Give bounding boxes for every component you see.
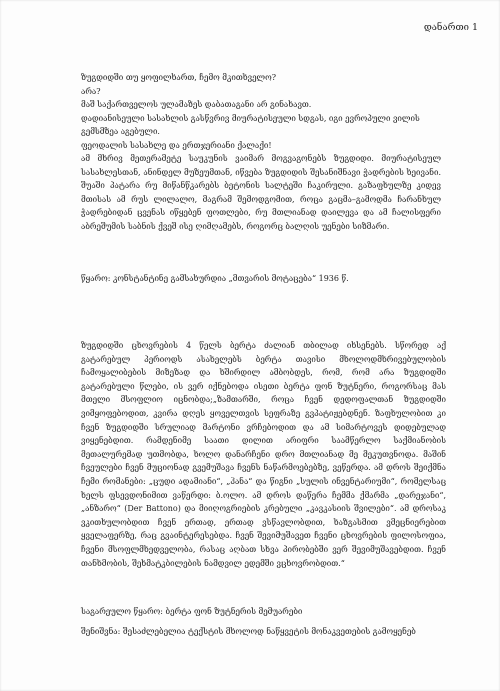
note-text: შენიშვნა: შესაძლებელია ტექსტის მხოლოდ ნაწყვეტის მონაკვეთების გამოყენებ <box>81 627 416 636</box>
appendix-label: დანართი 1 <box>423 22 478 33</box>
excerpt-1-line: ფეოდალის სასახლე და ერთჯერიანი ქალაქი! <box>81 140 272 150</box>
excerpt-1-line: მაშ საქართველოს ულამაზეს დაბათაგანი არ გინახავთ. <box>81 100 312 109</box>
excerpt-1-line: დადიანისეული სასახლის გასწვრივ მიურატისეული სდგას, იგი ევროპული ვილის გემსმზეა აგებული. <box>81 113 420 136</box>
excerpt-1-line: ზუგდიდში თუ ყოფილხართ, ჩემო მკითხველო? <box>81 73 276 82</box>
excerpt-1-line: არა? <box>81 86 101 96</box>
excerpt-1-paragraph: ამ მხრივ მეთერამეტე საუკუნის ვაიმარ მოგვაგონებს ზუგდიდი. მიურატისეულ სასახლესთან, ანინდელ მუზეუმთან, იწვება ზუგდიდის შესანიშნავი ჭადრების ხეივანი. შუაში პატარა რუ მიწანწკარებს ბეტონის სალტეში ჩაკირული. გაზაფხულზე კიდევ მთისას ამ რუს ლილალო, მაგრამ შემოდგომით, როცა გაცმა–გამოდმა ჩარანხულ ჭადრებიდან ცვენას იწყებენ ფოთლები, რუ მთლიანად დაილევა და ამ ჩალისფერი აბრეშუმის საბნის ქვეშ ისე ღიმღამებს, როგორც ბალღის უენები სიზმარი. <box>81 154 441 231</box>
excerpt-1 <box>81 71 441 233</box>
source-citation-1: წყარო: კონსტანტინე გამსახურდია „მთვარის მოტაცება“ 1936 წ. <box>81 274 349 283</box>
source-citation-2: საგარეულო წყარო: ბერტა ფონ ზუტნერის მემუარები <box>81 607 303 616</box>
excerpt-2-paragraph: ზუგდიდში ცხოვრების 4 წელს ბერტა ძალიან თბილად იხსენებს. სწორედ აქ გატარებულ პერიოდს ასახელებს ბერტა თავისი მხოლოდმხრივებულობის ჩამოყალიბების მიზეზად და ხშირდილ ამბობდეს, რომ, რომ არა ზუგდიდში გატარებული წლები, ის ვერ იქნებოდა ისეთი ბერტა ფონ ზუტნერი, როგორსაც მას მთელი მსოფლიო იცნობდა;„ზამთარში, როცა ჩვენ დედოფალთან ზუგდიდში ვიმყოფებოდით, კვირა დღეს ყოველთვის სეფრაზე გვპატიჟებდნენ. ზაფხულობით კი ჩვენ ზუგდიდში სრულიად მარტონი ვრჩებოდით და ამ სიმარტოვეს დიდებულად ვიყენებდით. რამდენიმე საათი დილით არიფრი საამწერლო საქმიანობის მეთალურემად უთმობდა, ხოლო დანარჩენი დრო მთლიანად მე მეკუთვნოდა. მაშინ ჩვეულები ჩვენ მუციონად გვემუშავა ჩვენს ნაწარმოებებზე, ვეწერდა. ამ დროს შეიქმნა ჩემი რომანები: „ცუდი ადამიანი“, „ჰანა“ და წიგნი „სულის ინვენტარიუმი“, რომელსაც ხელს ფსევდონიმით ვაწერდი: ბ.ოლო. ამ დროს დაწერა ჩემმა ქმარმა „დარეჯანი“, „ანზარო“ (Der Battono) და მიიღოგრიების კრებული „კავკასიის შვილები“. ამ დროსაკ ვკითხულობდით ჩვენ ერთად, ერთად ვსწავლობდით, ხაზგასმით ვმეცნიერებით ყველაფერზე, რაც გვაინტერესებდა. ჩვენ შევიმუშავეთ ჩვენი ცხოვრების ფილოსოფია, ჩვენი მსოფლმხედველობა, რასაც აღბათ სხვა პირობებში ვერ შევიმუშავებდით. ჩვენ თანხმობის, შეხმატკბილების ნამდვილ ედემში ვცხოვრობდით.“ <box>81 341 446 568</box>
